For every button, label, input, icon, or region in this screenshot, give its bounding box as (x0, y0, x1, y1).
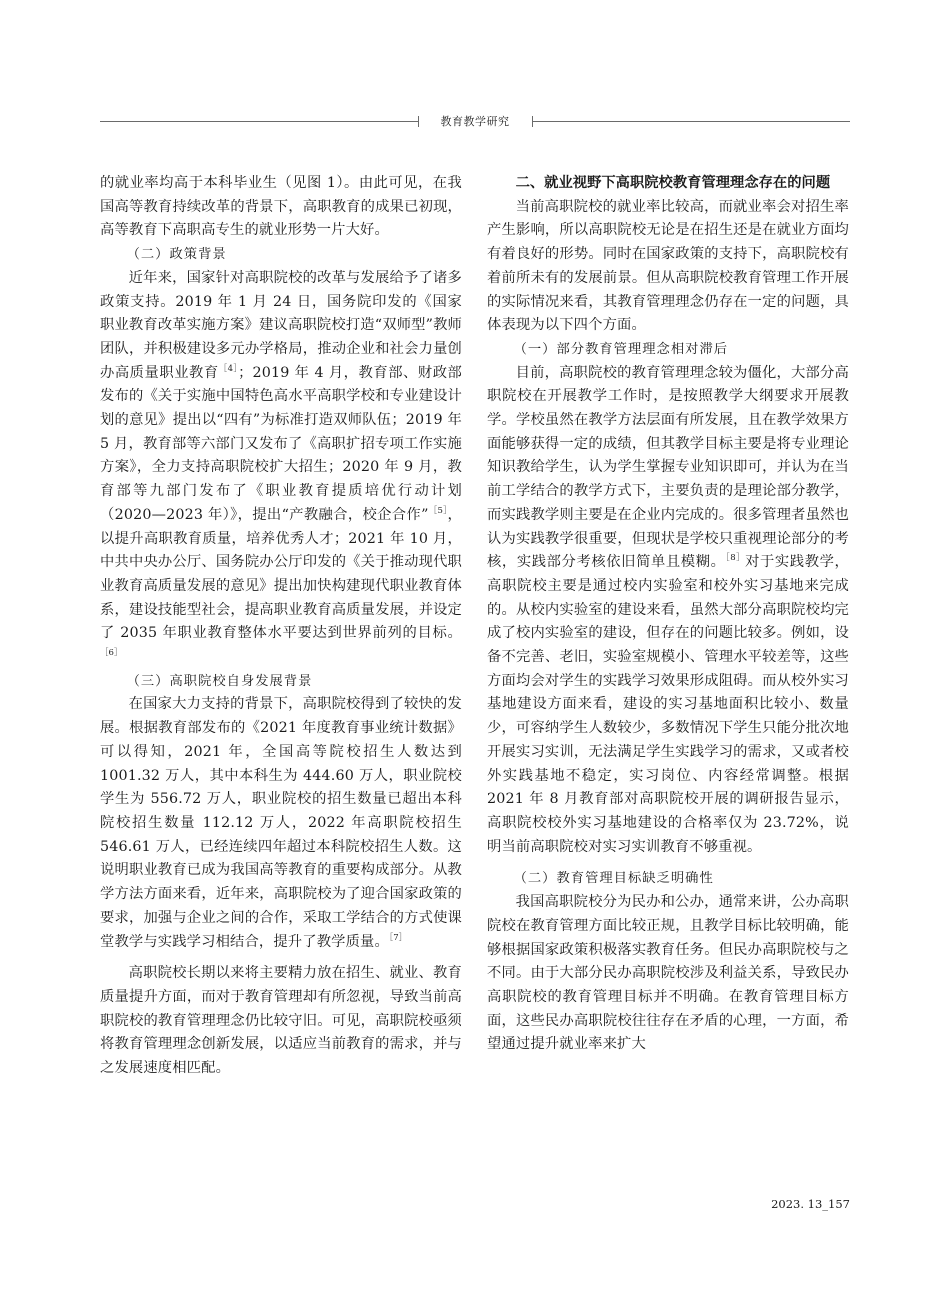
subsection-heading-lagging-concepts: （一）部分教育管理理念相对滞后 (513, 341, 729, 357)
paragraph-policy (100, 267, 462, 670)
paragraph-self-development (100, 693, 462, 954)
citation-ref: ［6］ (100, 648, 123, 659)
left-column (100, 172, 462, 1081)
text: 目前，高职院校的教育管理理念较为僵化，大部分高职院校在开展教学工作时，是按照教学大纲要求开展教学。学校虽然在教学方法层面有所发展，且在教学效果方面能够获得一定的成绩，但其教学目标主要是将专业理论知识教给学生，认为学生掌握专业知识即可，并认为在当前工学结合的教学方式下，主要负责的是理论部分教学，而实践教学则主要是在企业内完成的。很多管理者虽然也认为实践教学很重要，但现状是学校只重视理论部分的考核，实践部分考核依旧简单且模糊。 (487, 364, 849, 571)
section-heading: 二、就业视野下高职院校教育管理理念存在的问题 (515, 175, 831, 191)
running-header (100, 112, 850, 132)
citation-ref: ［4］ (218, 363, 239, 374)
paragraph-lagging-concepts (487, 362, 849, 860)
page-number: 2023. 13_157 (771, 1197, 850, 1211)
paragraph-unclear-goals: 我国高职院校分为民办和公办，通常来讲，公办高职院校在教育管理方面比较正规，且教学目标比较明确，能够根据国家政策积极落实教育任务。但民办高职院校与之不同。由于大部分民办高职院校涉及利益关系，导致民办高职院校的教育管理目标并不明确。在教育管理目标方面，这些民办高职院校往往存在矛盾的心理，一方面，希望通过提升就业率来扩大 (487, 894, 849, 1053)
text: 在国家大力支持的背景下，高职院校得到了较快的发展。根据教育部发布的《2021 年度教育事业统计数据》可以得知，2021 年，全国高等院校招生人数达到 1001.32 万人，其中本科生为 444.60 万人，职业院校学生为 556.72 万人，职业院校的招生数量已超出本科院校招生数量 112.12 万人，2022 年高职院校招生 546.61 万人，已经连续四年超过本科院校招生人数。这说明职业教育已成为我国高等教育的重要构成部分。从教学方法方面来看，近年来，高职院校为了迎合国家政策的要求，加强与企业之间的合作，采取工学结合的方式使课堂教学与实践学习相结合，提升了教学质量。 (100, 696, 462, 950)
paragraph: 当前高职院校的就业率比较高，而就业率会对招生率产生影响，所以高职院校无论是在招生还是在就业方面均有着良好的形势。同时在国家政策的支持下，高职院校有着前所未有的发展前景。但从高职院校教育管理工作开展的实际情况来看，其教育管理理念仍存在一定的问题，具体表现为以下四个方面。 (487, 198, 849, 334)
subsection-heading-policy: （二）政策背景 (126, 247, 227, 263)
paragraph-gap (487, 859, 849, 867)
paragraph: 高职院校长期以来将主要精力放在招生、就业、教育质量提升方面，而对于教育管理却有所忽视，导致当前高职院校的教育管理理念仍比较守旧。可见，高职院校亟须将教育管理理念创新发展，以适应当前教育的需求，并与之发展速度相匹配。 (100, 965, 462, 1077)
subsection-heading-unclear-goals: （二）教育管理目标缺乏明确性 (513, 871, 714, 887)
right-column (487, 172, 849, 1057)
paragraph: 的就业率均高于本科毕业生（见图 1）。由此可见，在我国高等教育持续改革的背景下，高职教育的成果已初现，高等教育下高职高专生的就业形势一片大好。 (100, 175, 462, 239)
paragraph-gap (100, 954, 462, 962)
text: 近年来，国家针对高职院校的改革与发展给予了诸多政策支持。2019 年 1 月 24 日，国务院印发的《国家职业教育改革实施方案》建议高职院校打造“双师型”教师团队，并积极建设多元办学格局，推动企业和社会力量创办高质量职业教育 (100, 269, 462, 381)
citation-ref: ［7］ (388, 932, 408, 943)
citation-ref: ［8］ (725, 553, 746, 564)
text: ，以提升高职教育质量，培养优秀人才；2021 年 10 月，中共中央办公厅、国务院办公厅印发的《关于推动现代职业教育高质量发展的意见》提出加快构建现代职业教育体系，建设技能型社会，提高职业教育高质量发展，并设定了 2035 年职业教育整体水平要达到世界前列的目标。 (100, 506, 462, 642)
header-title: 教育教学研究 (440, 115, 510, 128)
header-rule-left (100, 121, 418, 122)
subsection-heading-self-development: （三）高职院校自身发展背景 (126, 673, 313, 689)
citation-ref: ［5］ (428, 505, 448, 516)
text: ；2019 年 4 月，教育部、财政部发布的《关于实施中国特色高水平高职学校和专业建设计划的意见》提出以“四有”为标准打造双师队伍；2019 年 5 月，教育部等六部门又发布了《高职扩招专项工作实施方案》，全力支持高职院校扩大招生；2020 年 9 月，教育部等九部门发布了《职业教育提质培优行动计划（2020—2023 年）》，提出“产教融合，校企合作” (100, 364, 462, 523)
header-rule-right (532, 121, 850, 122)
text: 对于实践教学，高职院校主要是通过校内实验室和校外实习基地来完成的。从校内实验室的建设来看，虽然大部分高职院校均完成了校内实验室的建设，但存在的问题比较多。例如，设备不完善、老旧，实验室规模小、管理水平较差等，这些方面均会对学生的实践学习效果形成阻碍。而从校外实习基地建设方面来看，建设的实习基地面积比较小、数量少，可容纳学生人数较少，多数情况下学生只能分批次地开展实习实训，无法满足学生实践学习的需求，又或者校外实践基地不稳定，实习岗位、内容经常调整。根据 2021 年 8 月教育部对高职院校开展的调研报告显示，高职院校校外实习基地建设的合格率仅为 23.72%，说明当前高职院校对实习实训教育不够重视。 (487, 554, 849, 855)
